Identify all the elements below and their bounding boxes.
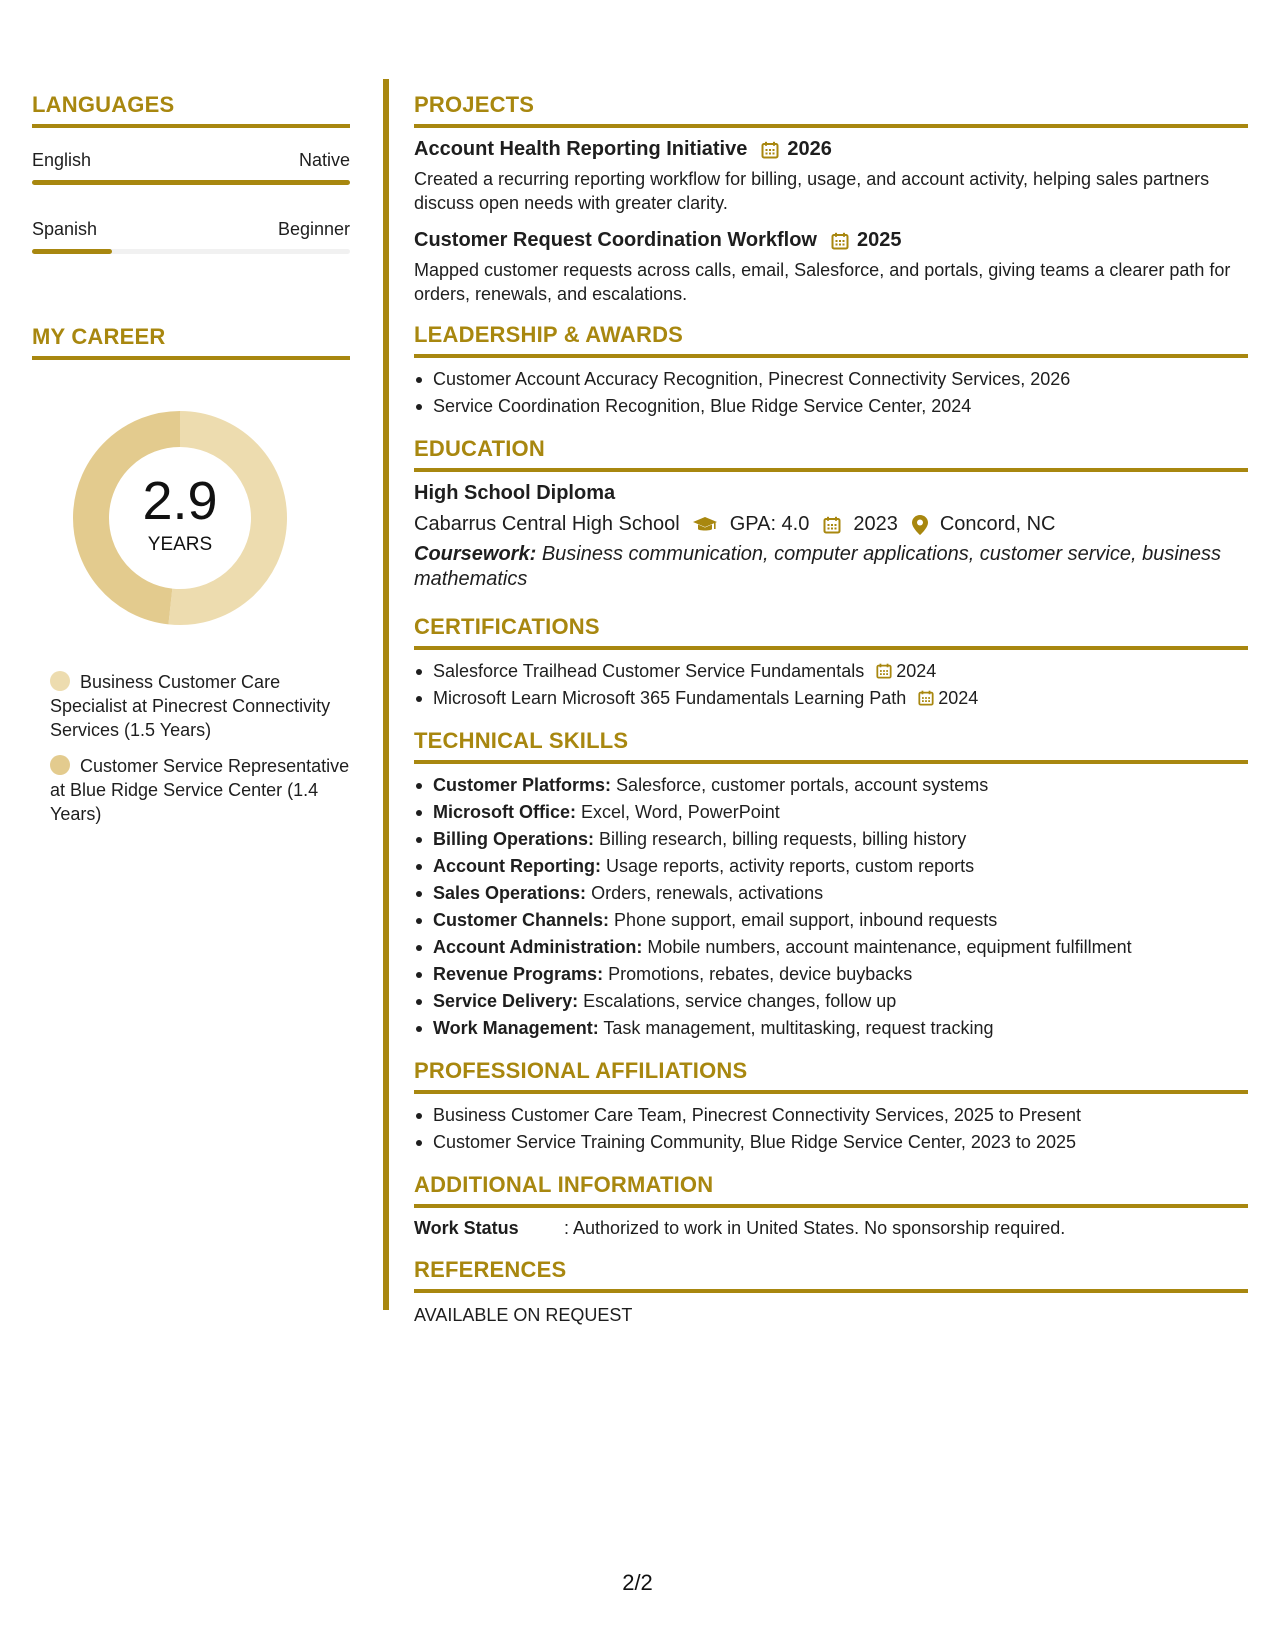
project-name: Account Health Reporting Initiative <box>414 138 748 160</box>
education-degree: High School Diploma <box>414 482 616 504</box>
section-rule <box>32 356 350 360</box>
list-item: Customer Service Training Community, Blue Ridge Service Center, 2023 to 2025 <box>414 1129 1248 1156</box>
skill-value: Task management, multitasking, request tracking <box>603 1018 994 1038</box>
project-description: Created a recurring reporting workflow for billing, usage, and account activity, helping sales partners discuss open needs with greater clarity. <box>414 169 1210 213</box>
section-title: MY CAREER <box>32 324 166 349</box>
language-item <box>32 150 350 185</box>
section-title: LANGUAGES <box>32 92 175 117</box>
section-title: LEADERSHIP & AWARDS <box>414 322 684 347</box>
skill-value: Orders, renewals, activations <box>591 883 824 903</box>
project-item <box>414 138 1248 215</box>
certification-item <box>414 685 1248 712</box>
education-school: Cabarrus Central High School <box>414 513 680 535</box>
graduation-cap-icon <box>692 516 718 534</box>
section-title: PROFESSIONAL AFFILIATIONS <box>414 1058 748 1083</box>
language-level: Native <box>298 150 350 170</box>
legend-label: Business Customer Care Specialist at Pinecrest Connectivity Services (1.5 Years) <box>50 672 331 740</box>
skill-value: Excel, Word, PowerPoint <box>581 802 780 822</box>
technical-skills-section <box>414 728 1248 1042</box>
section-rule <box>32 124 350 128</box>
skill-label: Customer Platforms: <box>433 775 612 795</box>
education-gpa: GPA: 4.0 <box>729 513 810 535</box>
project-year: 2026 <box>787 138 832 160</box>
section-title: CERTIFICATIONS <box>414 614 600 639</box>
skill-label: Revenue Programs: <box>433 964 604 984</box>
skill-value: Escalations, service changes, follow up <box>583 991 897 1011</box>
section-title: PROJECTS <box>414 92 535 117</box>
project-description: Mapped customer requests across calls, email, Salesforce, and portals, giving teams a clearer path for orders, renewals, and escalations. <box>414 260 1231 304</box>
section-title: EDUCATION <box>414 436 545 461</box>
skill-item <box>414 826 1248 853</box>
section-rule <box>414 1289 1248 1293</box>
certification-year: 2024 <box>896 661 937 681</box>
section-title: TECHNICAL SKILLS <box>414 728 629 753</box>
leadership-section <box>414 322 1248 420</box>
section-rule <box>414 468 1248 472</box>
career-donut-chart <box>66 404 294 632</box>
skill-item <box>414 799 1248 826</box>
references-section <box>414 1257 1248 1326</box>
right-column <box>414 92 1248 1326</box>
skill-value: Usage reports, activity reports, custom reports <box>606 856 975 876</box>
legend-item <box>50 670 350 742</box>
certification-item <box>414 658 1248 685</box>
career-legend <box>32 670 350 826</box>
project-item <box>414 229 1248 306</box>
skill-value: Salesforce, customer portals, account systems <box>616 775 989 795</box>
language-bar-fill <box>32 249 112 254</box>
skill-label: Account Reporting: <box>433 856 601 876</box>
section-rule <box>414 760 1248 764</box>
legend-item <box>50 754 350 826</box>
project-year: 2025 <box>856 229 902 251</box>
language-bar-fill <box>32 180 350 185</box>
skill-value: Phone support, email support, inbound requests <box>614 910 998 930</box>
skill-label: Customer Channels: <box>433 910 610 930</box>
skill-label: Microsoft Office: <box>433 802 577 822</box>
language-bar <box>32 180 350 185</box>
projects-section <box>414 92 1248 306</box>
calendar-icon <box>918 690 934 706</box>
skill-item <box>414 907 1248 934</box>
skill-item <box>414 961 1248 988</box>
education-section <box>414 436 1248 592</box>
language-item <box>32 219 350 254</box>
section-rule <box>414 124 1248 128</box>
legend-dot <box>50 671 70 691</box>
section-rule <box>414 1204 1248 1208</box>
skill-item <box>414 772 1248 799</box>
section-rule <box>414 1090 1248 1094</box>
skill-label: Service Delivery: <box>433 991 579 1011</box>
calendar-icon <box>876 663 892 679</box>
skill-value: Mobile numbers, account maintenance, equipment fulfillment <box>647 937 1132 957</box>
skill-item <box>414 1015 1248 1042</box>
calendar-icon <box>823 516 841 534</box>
career-section <box>32 324 350 826</box>
language-level: Beginner <box>277 219 350 239</box>
language-name: Spanish <box>32 219 98 239</box>
legend-label: Customer Service Representative at Blue Ridge Service Center (1.4 Years) <box>50 756 350 824</box>
languages-section <box>32 92 350 254</box>
certification-name: Microsoft Learn Microsoft 365 Fundamentals Learning Path <box>433 688 907 708</box>
coursework-text: Business communication, computer applications, customer service, business mathematics <box>414 543 1222 590</box>
list-item: Customer Account Accuracy Recognition, Pinecrest Connectivity Services, 2026 <box>414 366 1248 393</box>
work-status-value: : Authorized to work in United States. No sponsorship required. <box>564 1218 1066 1238</box>
section-rule <box>414 354 1248 358</box>
list-item: Business Customer Care Team, Pinecrest Connectivity Services, 2025 to Present <box>414 1102 1248 1129</box>
career-total-value: 2.9 <box>142 471 218 531</box>
certification-name: Salesforce Trailhead Customer Service Fundamentals <box>433 661 865 681</box>
skill-item <box>414 988 1248 1015</box>
skill-item <box>414 853 1248 880</box>
work-status-label: Work Status <box>414 1218 519 1238</box>
location-pin-icon <box>912 515 928 535</box>
coursework-label: Coursework: <box>414 543 537 565</box>
column-divider <box>383 79 389 1310</box>
additional-info-section <box>414 1172 1248 1239</box>
skill-label: Account Administration: <box>433 937 643 957</box>
legend-dot <box>50 755 70 775</box>
career-total-unit: YEARS <box>147 534 213 555</box>
skill-value: Billing research, billing requests, billing history <box>599 829 967 849</box>
education-year: 2023 <box>853 513 898 535</box>
skill-label: Work Management: <box>433 1018 599 1038</box>
calendar-icon <box>831 232 849 250</box>
language-name: English <box>32 150 92 170</box>
skill-label: Sales Operations: <box>433 883 587 903</box>
section-title: ADDITIONAL INFORMATION <box>414 1172 714 1197</box>
certifications-section <box>414 614 1248 712</box>
section-title: REFERENCES <box>414 1257 567 1282</box>
left-column <box>32 92 350 838</box>
references-text: AVAILABLE ON REQUEST <box>414 1305 633 1325</box>
skill-label: Billing Operations: <box>433 829 595 849</box>
affiliations-section <box>414 1058 1248 1156</box>
skill-value: Promotions, rebates, device buybacks <box>608 964 913 984</box>
education-location: Concord, NC <box>939 513 1056 535</box>
education-coursework <box>414 542 1248 592</box>
page-number: 2/2 <box>622 1570 653 1595</box>
project-name: Customer Request Coordination Workflow <box>414 229 817 251</box>
list-item: Service Coordination Recognition, Blue Ridge Service Center, 2024 <box>414 393 1248 420</box>
skill-item <box>414 880 1248 907</box>
language-bar <box>32 249 350 254</box>
calendar-icon <box>761 141 779 159</box>
skill-item <box>414 934 1248 961</box>
section-rule <box>414 646 1248 650</box>
certification-year: 2024 <box>938 688 979 708</box>
